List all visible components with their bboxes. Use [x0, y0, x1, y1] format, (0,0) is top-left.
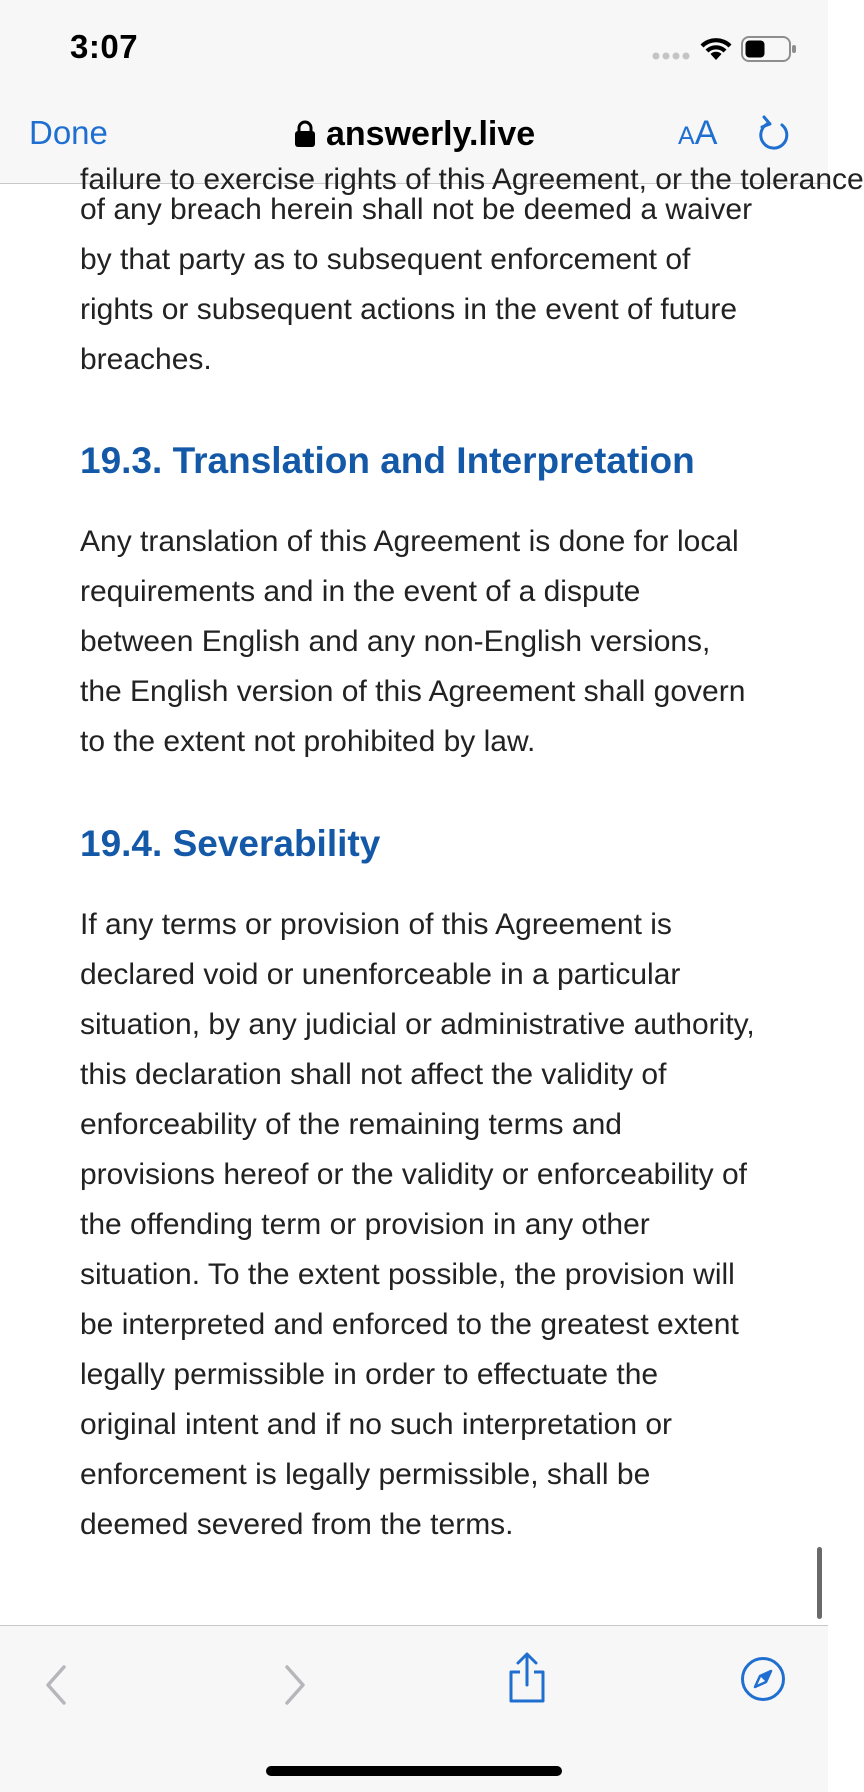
text-size-small-a: A: [678, 122, 695, 150]
scroll-indicator[interactable]: [817, 1547, 822, 1619]
done-button[interactable]: Done: [29, 114, 108, 151]
home-indicator[interactable]: [266, 1766, 562, 1776]
battery-icon: [741, 36, 797, 62]
lock-icon: [294, 120, 316, 148]
partial-text-line: failure to exercise rights of this Agreement, or the tolerance: [80, 163, 864, 196]
share-icon[interactable]: [506, 1652, 548, 1704]
url-display[interactable]: [294, 112, 535, 156]
section-heading-translation: 19.3. Translation and Interpretation: [80, 440, 695, 481]
wifi-icon: [699, 36, 733, 62]
intro-paragraph: of any breach herein shall not be deemed a waiver by that party as to subsequent enforcement of rights or subsequent actions in the event of future breaches.: [80, 193, 753, 376]
page-content: [0, 163, 864, 1624]
back-icon[interactable]: [44, 1664, 68, 1706]
section-body-translation: Any translation of this Agreement is done for local requirements and in the event of a dispute between English and any non-English versions, the English version of this Agreement shall govern to the extent not prohibited by law.: [80, 525, 746, 758]
cellular-signal-icon: [652, 52, 692, 60]
section-body-severability: If any terms or provision of this Agreement is declared void or unenforceable in a particular situation, by any judicial or administrative authority, this declaration shall not affect the validity of enforceability of the remaining terms and provisions hereof or the validity or enforceability of the offending term or provision in any other situation. To the extent possible, the provision will be interpreted and enforced to the greatest extent legally permissible in order to effectuate the original intent and if no such interpretation or enforcement is legally permissible, shall be deemed severed from the terms.: [80, 908, 755, 1541]
section-heading-severability: 19.4. Severability: [80, 823, 381, 864]
status-time: 3:07: [70, 28, 139, 65]
text-size-button[interactable]: [678, 114, 717, 153]
status-bar: [0, 0, 828, 96]
forward-icon[interactable]: [283, 1664, 307, 1706]
text-size-large-a: A: [694, 114, 718, 152]
reload-icon[interactable]: [757, 115, 793, 155]
compass-icon[interactable]: [740, 1656, 786, 1702]
url-text: answerly.live: [326, 114, 536, 153]
